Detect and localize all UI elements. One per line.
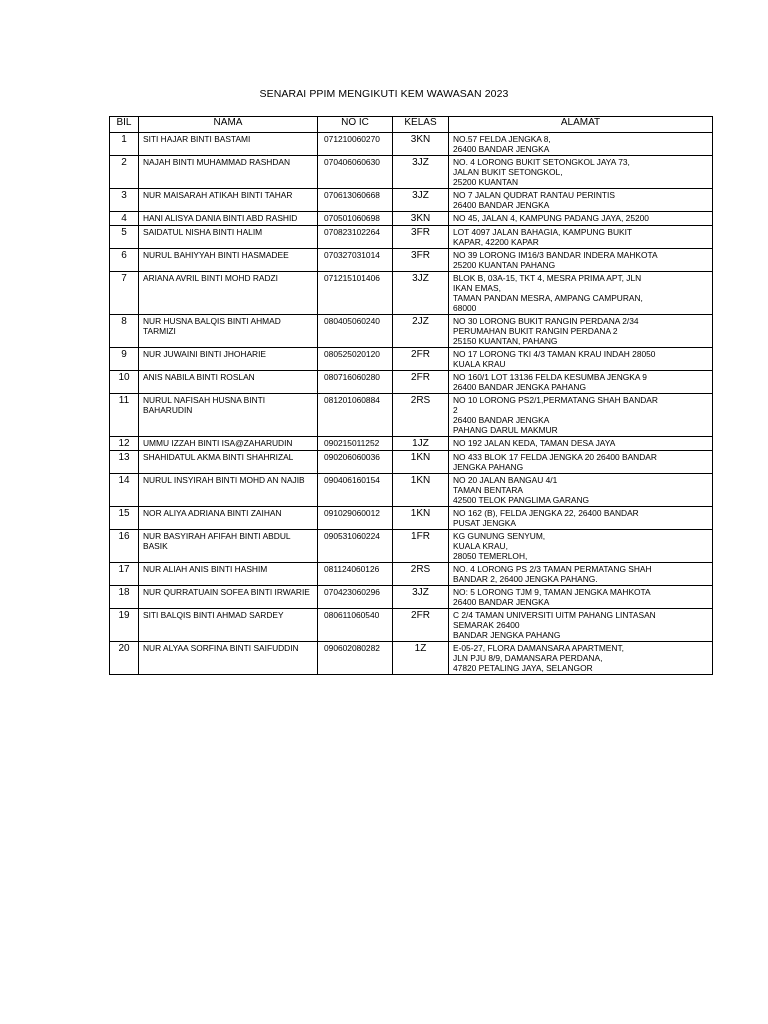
table-row — [110, 530, 713, 563]
student-name: NAJAH BINTI MUHAMMAD RASHDAN — [139, 156, 318, 189]
table-row — [110, 563, 713, 586]
address — [449, 451, 713, 474]
table-row — [110, 609, 713, 642]
address-line: NO.57 FELDA JENGKA 8, — [453, 134, 551, 144]
address-line: NO. 4 LORONG BUKIT SETONGKOL JAYA 73, — [453, 157, 630, 167]
row-number: 11 — [110, 394, 139, 437]
address — [449, 189, 713, 212]
class-code: 3JZ — [393, 156, 449, 189]
table-row — [110, 315, 713, 348]
class-code: 2FR — [393, 609, 449, 642]
row-number: 14 — [110, 474, 139, 507]
table-row — [110, 586, 713, 609]
table-row — [110, 249, 713, 272]
ic-number: 090531060224 — [318, 530, 393, 563]
address-line: NO 7 JALAN QUDRAT RANTAU PERINTIS — [453, 190, 615, 200]
address-line: SEMARAK 26400 — [453, 620, 520, 630]
ic-number: 090406160154 — [318, 474, 393, 507]
address-line: 42500 TELOK PANGLIMA GARANG — [453, 495, 590, 505]
class-code: 2RS — [393, 563, 449, 586]
row-number: 5 — [110, 226, 139, 249]
class-code: 1KN — [393, 474, 449, 507]
address — [449, 348, 713, 371]
row-number: 6 — [110, 249, 139, 272]
table-row — [110, 348, 713, 371]
student-name: NURUL NAFISAH HUSNA BINTI BAHARUDIN — [139, 394, 318, 437]
address — [449, 212, 713, 226]
ic-number: 070406060630 — [318, 156, 393, 189]
address-line: 47820 PETALING JAYA, SELANGOR — [453, 663, 593, 673]
table-row — [110, 272, 713, 315]
class-code: 3JZ — [393, 272, 449, 315]
address — [449, 563, 713, 586]
row-number: 16 — [110, 530, 139, 563]
table-row — [110, 156, 713, 189]
participant-table — [109, 116, 713, 675]
ic-number: 071210060270 — [318, 133, 393, 156]
address — [449, 507, 713, 530]
document-title: SENARAI PPIM MENGIKUTI KEM WAWASAN 2023 — [259, 88, 509, 100]
address-line: NO: 5 LORONG TJM 9, TAMAN JENGKA MAHKOTA — [453, 587, 651, 597]
header-nama: NAMA — [139, 117, 318, 133]
table-row — [110, 451, 713, 474]
class-code: 1JZ — [393, 437, 449, 451]
row-number: 17 — [110, 563, 139, 586]
address-line: C 2/4 TAMAN UNIVERSITI UITM PAHANG LINTASAN — [453, 610, 656, 620]
student-name: NUR ALIAH ANIS BINTI HASHIM — [139, 563, 318, 586]
address-line: 25200 KUANTAN — [453, 177, 519, 187]
address-line: KUALA KRAU — [453, 359, 506, 369]
table-row — [110, 507, 713, 530]
ic-number: 070823102264 — [318, 226, 393, 249]
student-name: NUR QURRATUAIN SOFEA BINTI IRWARIE — [139, 586, 318, 609]
address-line: 25150 KUANTAN, PAHANG — [453, 336, 558, 346]
address-line: E-05-27, FLORA DAMANSARA APARTMENT, — [453, 643, 624, 653]
class-code: 3JZ — [393, 586, 449, 609]
address-line: PERUMAHAN BUKIT RANGIN PERDANA 2 — [453, 326, 618, 336]
address-line: NO 433 BLOK 17 FELDA JENGKA 20 26400 BANDAR — [453, 452, 657, 462]
student-name: NURUL BAHIYYAH BINTI HASMADEE — [139, 249, 318, 272]
row-number: 2 — [110, 156, 139, 189]
address-line: PUSAT JENGKA — [453, 518, 516, 528]
student-name: NUR ALYAA SORFINA BINTI SAIFUDDIN — [139, 642, 318, 675]
table-header-row — [110, 117, 713, 133]
header-alamat: ALAMAT — [449, 117, 713, 133]
ic-number: 081201060884 — [318, 394, 393, 437]
header-noic: NO IC — [318, 117, 393, 133]
address-line: KAPAR, 42200 KAPAR — [453, 237, 539, 247]
address — [449, 156, 713, 189]
address-line: PAHANG DARUL MAKMUR — [453, 425, 558, 435]
table-row — [110, 394, 713, 437]
address-line: BLOK B, 03A-15, TKT 4, MESRA PRIMA APT, JLN — [453, 273, 642, 283]
class-code: 3JZ — [393, 189, 449, 212]
address — [449, 586, 713, 609]
ic-number: 080716060280 — [318, 371, 393, 394]
address-line: KUALA KRAU, — [453, 541, 508, 551]
ic-number: 070327031014 — [318, 249, 393, 272]
address-line: JENGKA PAHANG — [453, 462, 524, 472]
ic-number: 070501060698 — [318, 212, 393, 226]
address-line: BANDAR 2, 26400 JENGKA PAHANG. — [453, 574, 598, 584]
table-row — [110, 437, 713, 451]
address-line: 26400 BANDAR JENGKA PAHANG — [453, 382, 586, 392]
address — [449, 474, 713, 507]
address-line: 68000 — [453, 303, 477, 313]
ic-number: 070613060668 — [318, 189, 393, 212]
row-number: 18 — [110, 586, 139, 609]
address-line: NO 162 (B), FELDA JENGKA 22, 26400 BANDAR — [453, 508, 639, 518]
class-code: 3FR — [393, 249, 449, 272]
address-line: JALAN BUKIT SETONGKOL, — [453, 167, 563, 177]
student-name: UMMU IZZAH BINTI ISA@ZAHARUDIN — [139, 437, 318, 451]
student-name: NURUL INSYIRAH BINTI MOHD AN NAJIB — [139, 474, 318, 507]
student-name: SHAHIDATUL AKMA BINTI SHAHRIZAL — [139, 451, 318, 474]
student-name: SITI HAJAR BINTI BASTAMI — [139, 133, 318, 156]
address-line: NO 160/1 LOT 13136 FELDA KESUMBA JENGKA 9 — [453, 372, 647, 382]
class-code: 2RS — [393, 394, 449, 437]
address-line: NO 192 JALAN KEDA, TAMAN DESA JAYA — [453, 438, 616, 448]
address-line: TAMAN PANDAN MESRA, AMPANG CAMPURAN, — [453, 293, 643, 303]
row-number: 15 — [110, 507, 139, 530]
student-name: SITI BALQIS BINTI AHMAD SARDEY — [139, 609, 318, 642]
address-line: 26400 BANDAR JENGKA — [453, 200, 550, 210]
address — [449, 642, 713, 675]
address-line: NO 10 LORONG PS2/1,PERMATANG SHAH BANDAR — [453, 395, 658, 405]
address — [449, 226, 713, 249]
ic-number: 080611060540 — [318, 609, 393, 642]
class-code: 2FR — [393, 348, 449, 371]
row-number: 3 — [110, 189, 139, 212]
student-name: SAIDATUL NISHA BINTI HALIM — [139, 226, 318, 249]
student-name: NUR MAISARAH ATIKAH BINTI TAHAR — [139, 189, 318, 212]
row-number: 19 — [110, 609, 139, 642]
address — [449, 371, 713, 394]
student-name: ARIANA AVRIL BINTI MOHD RADZI — [139, 272, 318, 315]
class-code: 1KN — [393, 507, 449, 530]
row-number: 9 — [110, 348, 139, 371]
row-number: 1 — [110, 133, 139, 156]
address-line: 2 — [453, 405, 458, 415]
header-kelas: KELAS — [393, 117, 449, 133]
address-line: KG GUNUNG SENYUM, — [453, 531, 546, 541]
address-line: 25200 KUANTAN PAHANG — [453, 260, 556, 270]
row-number: 13 — [110, 451, 139, 474]
ic-number: 080405060240 — [318, 315, 393, 348]
class-code: 3KN — [393, 133, 449, 156]
class-code: 2FR — [393, 371, 449, 394]
address-line: 26400 BANDAR JENGKA — [453, 144, 550, 154]
class-code: 3FR — [393, 226, 449, 249]
student-name: NUR HUSNA BALQIS BINTI AHMAD TARMIZI — [139, 315, 318, 348]
table-row — [110, 212, 713, 226]
class-code: 1KN — [393, 451, 449, 474]
address — [449, 394, 713, 437]
ic-number: 080525020120 — [318, 348, 393, 371]
row-number: 8 — [110, 315, 139, 348]
table-row — [110, 133, 713, 156]
row-number: 12 — [110, 437, 139, 451]
address — [449, 609, 713, 642]
row-number: 10 — [110, 371, 139, 394]
row-number: 4 — [110, 212, 139, 226]
address-line: JLN PJU 8/9, DAMANSARA PERDANA, — [453, 653, 603, 663]
class-code: 1FR — [393, 530, 449, 563]
table-row — [110, 474, 713, 507]
row-number: 20 — [110, 642, 139, 675]
address-line: IKAN EMAS, — [453, 283, 501, 293]
ic-number: 081124060126 — [318, 563, 393, 586]
student-name: HANI ALISYA DANIA BINTI ABD RASHID — [139, 212, 318, 226]
student-name: NUR JUWAINI BINTI JHOHARIE — [139, 348, 318, 371]
address-line: 26400 BANDAR JENGKA — [453, 597, 550, 607]
address — [449, 272, 713, 315]
ic-number: 091029060012 — [318, 507, 393, 530]
student-name: ANIS NABILA BINTI ROSLAN — [139, 371, 318, 394]
address-line: NO 30 LORONG BUKIT RANGIN PERDANA 2/34 — [453, 316, 639, 326]
address-line: NO 17 LORONG TKI 4/3 TAMAN KRAU INDAH 28050 — [453, 349, 656, 359]
address-line: LOT 4097 JALAN BAHAGIA, KAMPUNG BUKIT — [453, 227, 633, 237]
class-code: 3KN — [393, 212, 449, 226]
address-line: 28050 TEMERLOH, — [453, 551, 528, 561]
address-line: BANDAR JENGKA PAHANG — [453, 630, 561, 640]
address — [449, 133, 713, 156]
address-line: NO 39 LORONG IM16/3 BANDAR INDERA MAHKOTA — [453, 250, 658, 260]
address-line: NO 20 JALAN BANGAU 4/1 — [453, 475, 558, 485]
ic-number: 071215101406 — [318, 272, 393, 315]
table-row — [110, 371, 713, 394]
student-name: NOR ALIYA ADRIANA BINTI ZAIHAN — [139, 507, 318, 530]
address-line: 26400 BANDAR JENGKA — [453, 415, 550, 425]
ic-number: 090602080282 — [318, 642, 393, 675]
address — [449, 530, 713, 563]
table-row — [110, 642, 713, 675]
address — [449, 315, 713, 348]
ic-number: 090215011252 — [318, 437, 393, 451]
class-code: 2JZ — [393, 315, 449, 348]
header-bil: BIL — [110, 117, 139, 133]
address — [449, 437, 713, 451]
ic-number: 090206060036 — [318, 451, 393, 474]
address — [449, 249, 713, 272]
address-line: NO. 4 LORONG PS 2/3 TAMAN PERMATANG SHAH — [453, 564, 652, 574]
student-name: NUR BASYIRAH AFIFAH BINTI ABDUL BASIK — [139, 530, 318, 563]
class-code: 1Z — [393, 642, 449, 675]
table-row — [110, 189, 713, 212]
address-line: NO 45, JALAN 4, KAMPUNG PADANG JAYA, 25200 — [453, 213, 649, 223]
ic-number: 070423060296 — [318, 586, 393, 609]
row-number: 7 — [110, 272, 139, 315]
address-line: TAMAN BENTARA — [453, 485, 523, 495]
table-row — [110, 226, 713, 249]
